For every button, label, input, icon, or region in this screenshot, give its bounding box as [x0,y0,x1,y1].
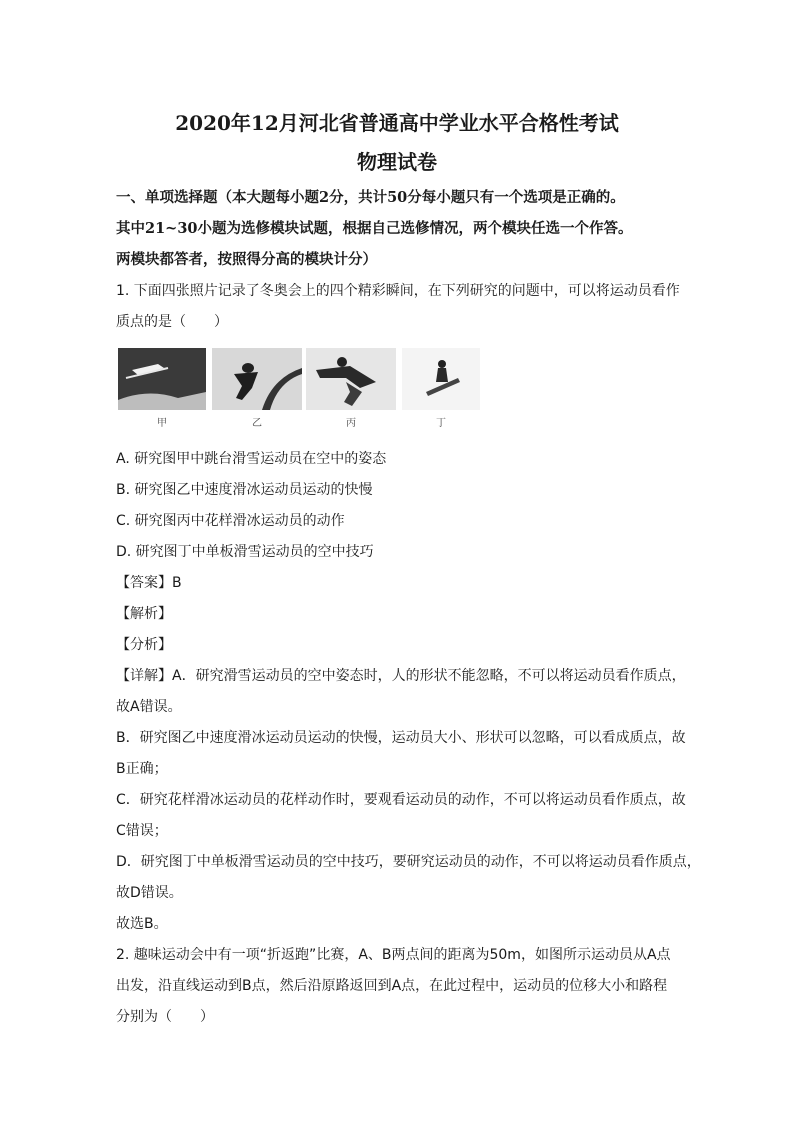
q1-option-b: B. 研究图乙中速度滑冰运动员运动的快慢 [116,482,373,498]
photo-speed-skating [212,348,302,410]
exam-title: 2020年12月河北省普通高中学业水平合格性考试 [175,111,619,135]
section-header-line-3: 两模块都答者，按照得分高的模块计分） [116,251,377,268]
q1-detail-line-2: 故A错误。 [116,699,182,715]
q1-answer: 【答案】B [116,575,182,591]
q1-detail-line-7: D．研究图丁中单板滑雪运动员的空中技巧，要研究运动员的动作，不可以将运动员看作质点， [116,854,701,870]
q1-analysis-label: 【解析】 [116,606,172,622]
q1-fenxi-label: 【分析】 [116,637,172,653]
q1-stem-line-2: 质点的是（ ） [116,314,228,330]
section-header-line-1: 一、单项选择题（本大题每小题2分，共计50分每小题只有一个选项是正确的。 [116,189,625,206]
exam-subtitle: 物理试卷 [357,150,437,174]
q1-option-d: D. 研究图丁中单板滑雪运动员的空中技巧 [116,544,374,560]
q2-stem-line-1: 2. 趣味运动会中有一项“折返跑”比赛，A、B两点间的距离为50m，如图所示运动员从A点 [116,947,671,963]
section-header-line-2: 其中21~30小题为选修模块试题，根据自己选修情况，两个模块任选一个作答。 [116,220,633,237]
q1-option-a: A. 研究图甲中跳台滑雪运动员在空中的姿态 [116,451,387,467]
photo-caption-yi: 乙 [252,418,262,429]
q1-photo-strip [118,348,482,428]
q1-detail-line-4: B正确； [116,761,168,777]
q2-stem-line-3: 分别为（ ） [116,1009,214,1025]
q1-option-c: C. 研究图丙中花样滑冰运动员的动作 [116,513,345,529]
photo-caption-jia: 甲 [157,418,167,429]
photo-ski-jump [118,348,206,410]
q1-detail-line-1: 【详解】A．研究滑雪运动员的空中姿态时，人的形状不能忽略，不可以将运动员看作质点， [116,668,686,684]
photo-snowboard [402,348,480,410]
q1-detail-line-5: C．研究花样滑冰运动员的花样动作时，要观看运动员的动作，不可以将运动员看作质点，故 [116,792,686,808]
q1-detail-line-9: 故选B。 [116,916,168,932]
photo-caption-ding: 丁 [436,418,446,429]
q2-stem-line-2: 出发，沿直线运动到B点，然后沿原路返回到A点，在此过程中，运动员的位移大小和路程 [116,978,668,994]
photo-figure-skating [306,348,396,410]
q1-detail-line-6: C错误； [116,823,168,839]
q1-detail-line-8: 故D错误。 [116,885,183,901]
q1-stem-line-1: 1. 下面四张照片记录了冬奥会上的四个精彩瞬间，在下列研究的问题中，可以将运动员看作 [116,283,680,299]
q1-detail-line-3: B．研究图乙中速度滑冰运动员运动的快慢，运动员大小、形状可以忽略，可以看成质点，故 [116,730,686,746]
photo-caption-bing: 丙 [346,418,356,429]
